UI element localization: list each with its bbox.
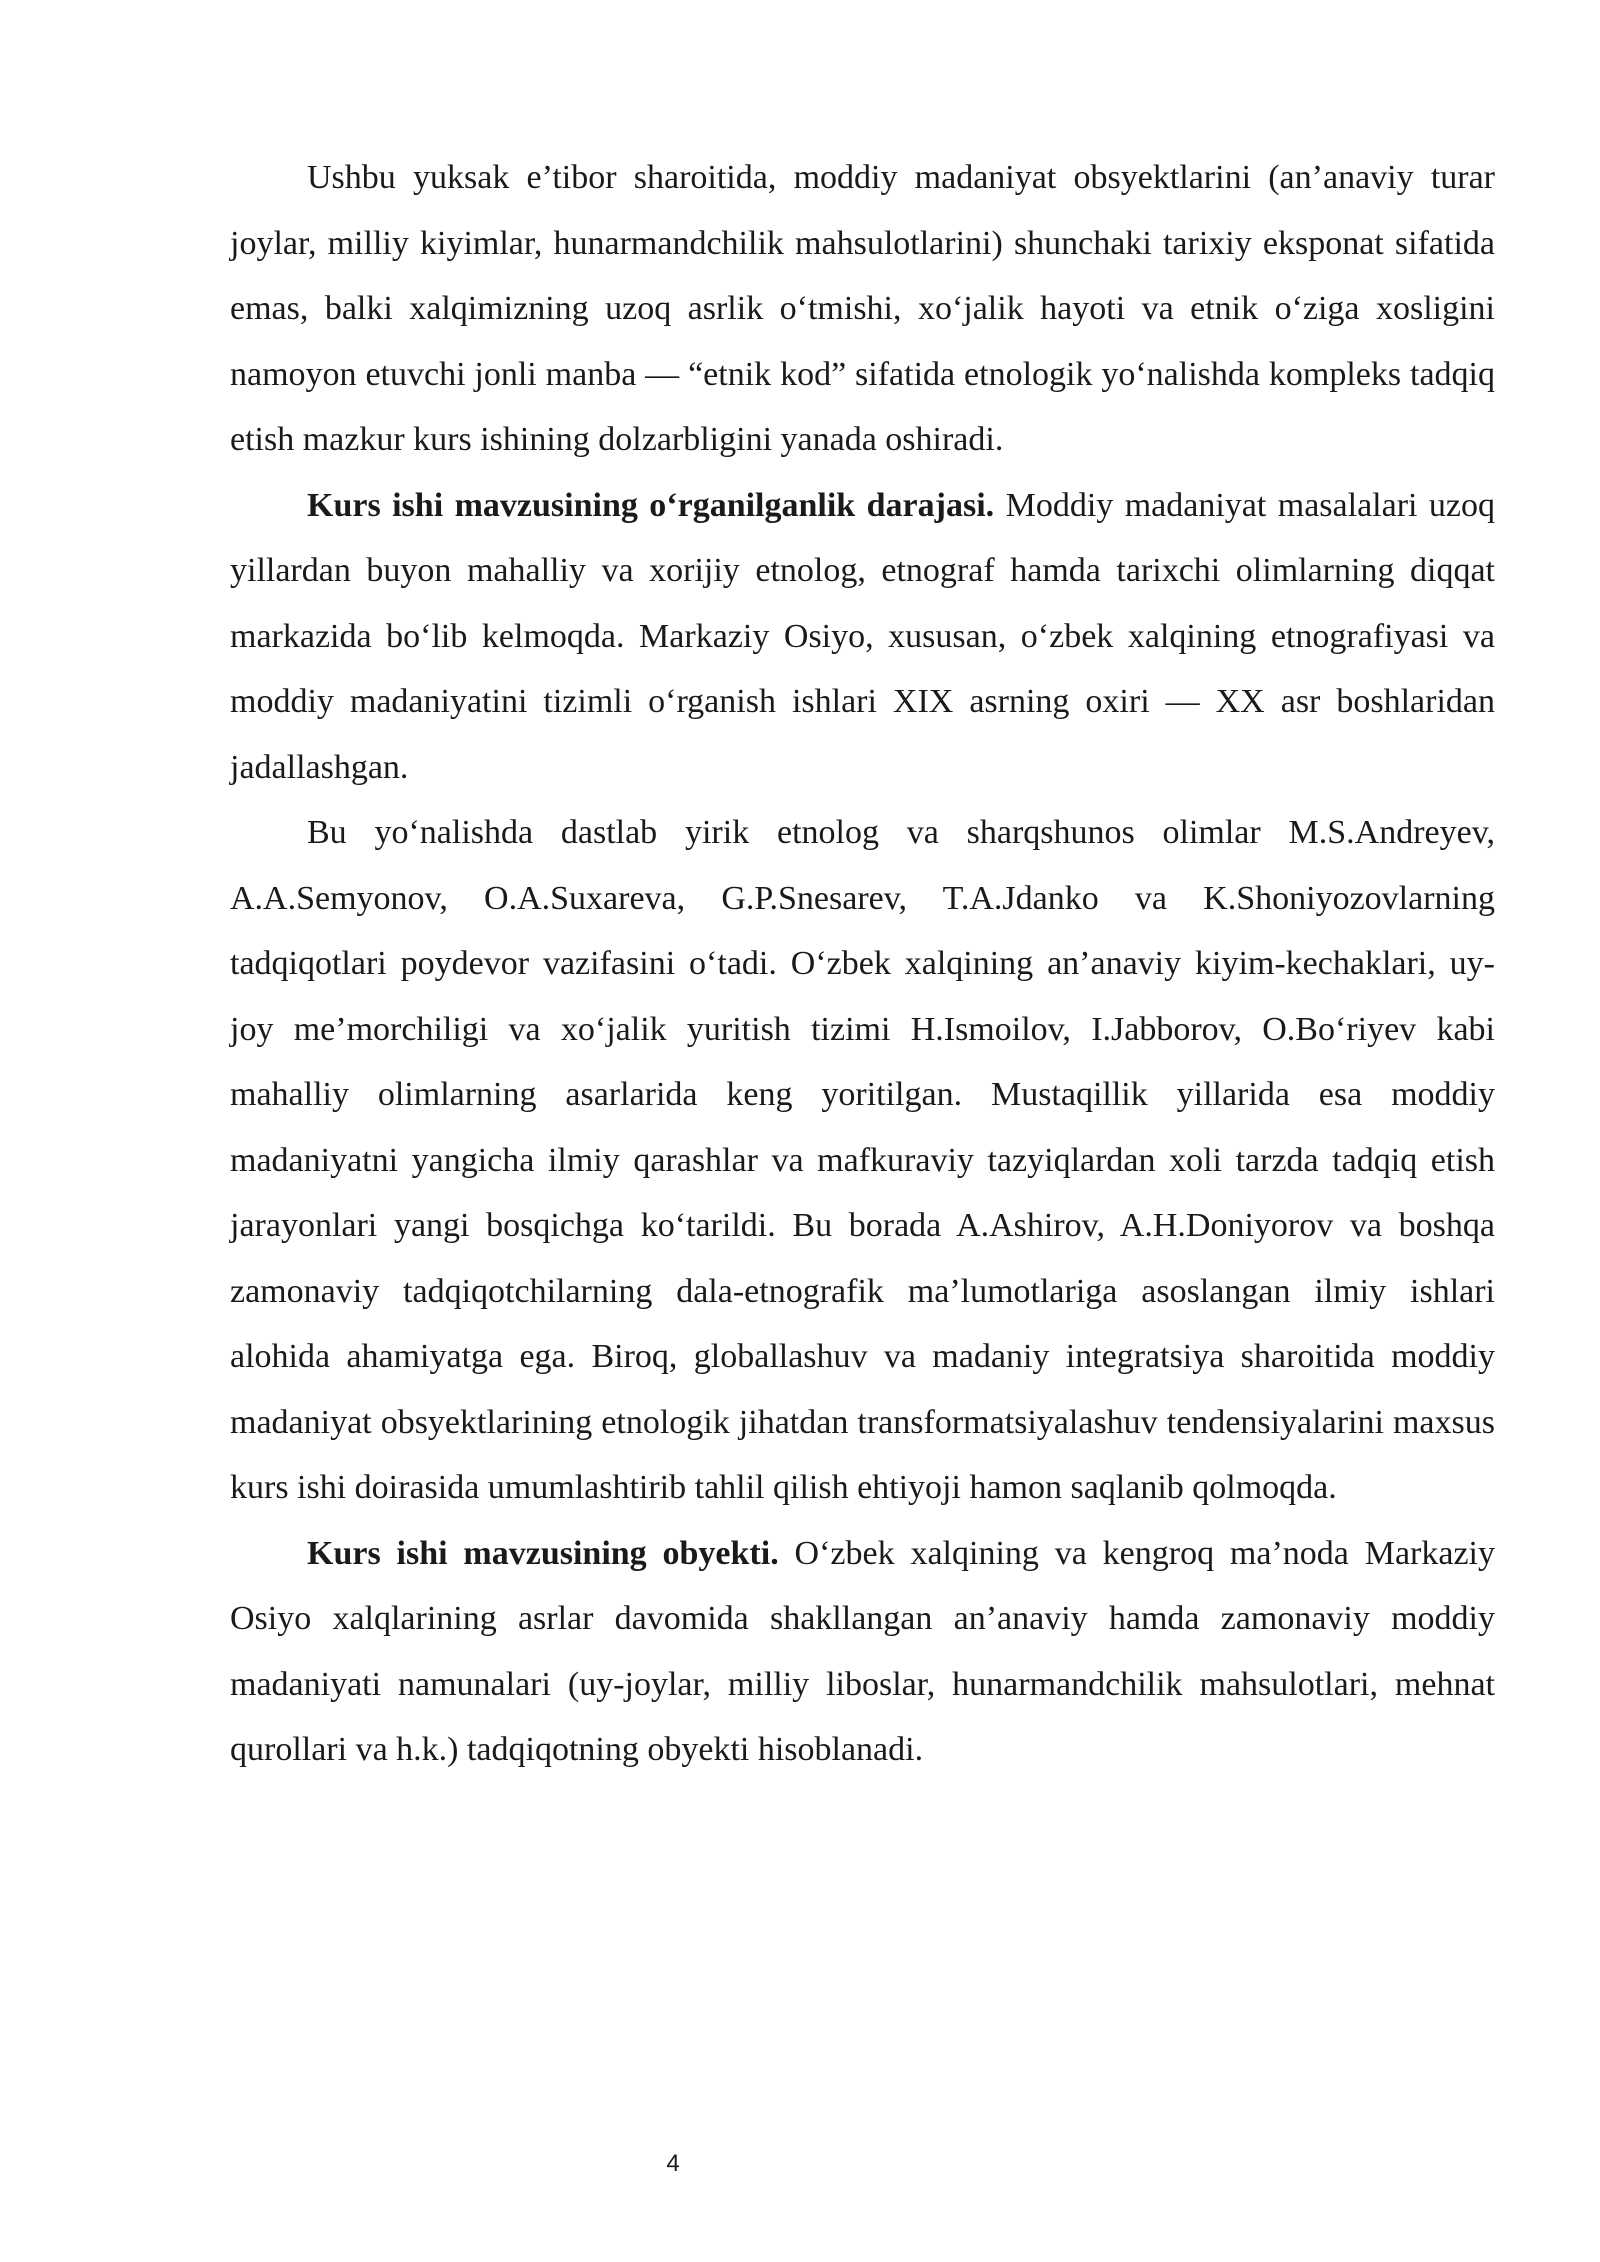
- paragraph-heading: Kurs ishi mavzusining obyekti.: [307, 1534, 779, 1572]
- paragraph-study-degree: [230, 473, 1495, 801]
- paragraph-text: O‘zbek xalqining va kengroq ma’noda Markaziy Osiyo xalqlarining asrlar davomida shakllangan an’anaviy hamda zamonaviy moddiy madaniyati namunalari (uy-joylar, milliy liboslar, hunarmandchilik mahsulotlari, mehnat qurollari va h.k.) tadqiqotning obyekti hisoblanadi.: [230, 1534, 1496, 1768]
- paragraph-text: Bu yo‘nalishda dastlab yirik etnolog va sharqshunos olimlar M.S.Andreyev, A.A.Semyonov, O.A.Suxareva, G.P.Snesarev, T.A.Jdanko va K.Shoniyozovlarning tadqiqotlari poydevor vazifasini o‘tadi. O‘zbek xalqining an’anaviy kiyim-kechaklari, uy-joy me’morchiligi va xo‘jalik yuritish tizimi H.Ismoilov, I.Jabborov, O.Bo‘riyev kabi mahalliy olimlarning asarlarida keng yoritilgan. Mustaqillik yillarida esa moddiy madaniyatni yangicha ilmiy qarashlar va mafkuraviy tazyiqlardan xoli tarzda tadqiq etish jarayonlari yangi bosqichga ko‘tarildi. Bu borada A.Ashirov, A.H.Doniyorov va boshqa zamonaviy tadqiqotchilarning dala-etnografik ma’lumotlariga asoslangan ilmiy ishlari alohida ahamiyatga ega. Biroq, globallashuv va madaniy integratsiya sharoitida moddiy madaniyat obsyektlarining etnologik jihatdan transformatsiyalashuv tendensiyalarini maxsus kurs ishi doirasida umumlashtirib tahlil qilish ehtiyoji hamon saqlanib qolmoqda.: [230, 814, 1495, 1506]
- paragraph-text: Moddiy madaniyat masalalari uzoq yillardan buyon mahalliy va xorijiy etnolog, etnograf hamda tarixchi olimlarning diqqat markazida bo‘lib kelmoqda. Markaziy Osiyo, xususan, o‘zbek xalqining etnografiyasi va moddiy madaniyatini tizimli o‘rganish ishlari XIX asrning oxiri — XX asr boshlaridan jadallashgan.: [230, 486, 1495, 786]
- paragraph-text: Ushbu yuksak e’tibor sharoitida, moddiy madaniyat obsyektlarini (an’anaviy turar joylar, milliy kiyimlar, hunarmandchilik mahsulotlarini) shunchaki tarixiy eksponat sifatida emas, balki xalqimizning uzoq asrlik o‘tmishi, xo‘jalik hayoti va etnik o‘ziga xosligini namoyon etuvchi jonli manba — “etnik kod” sifatida etnologik yo‘nalishda kompleks tadqiq etish mazkur kurs ishining dolzarbligini yanada oshiradi.: [230, 159, 1495, 458]
- paragraph-relevance: [230, 145, 1495, 473]
- paragraph-heading: Kurs ishi mavzusining o‘rganilganlik darajasi.: [307, 486, 995, 524]
- paragraph-object: [230, 1521, 1495, 1783]
- document-body: [230, 145, 1495, 1783]
- paragraph-scholars: [230, 800, 1495, 1521]
- page-number: 4: [666, 2150, 680, 2177]
